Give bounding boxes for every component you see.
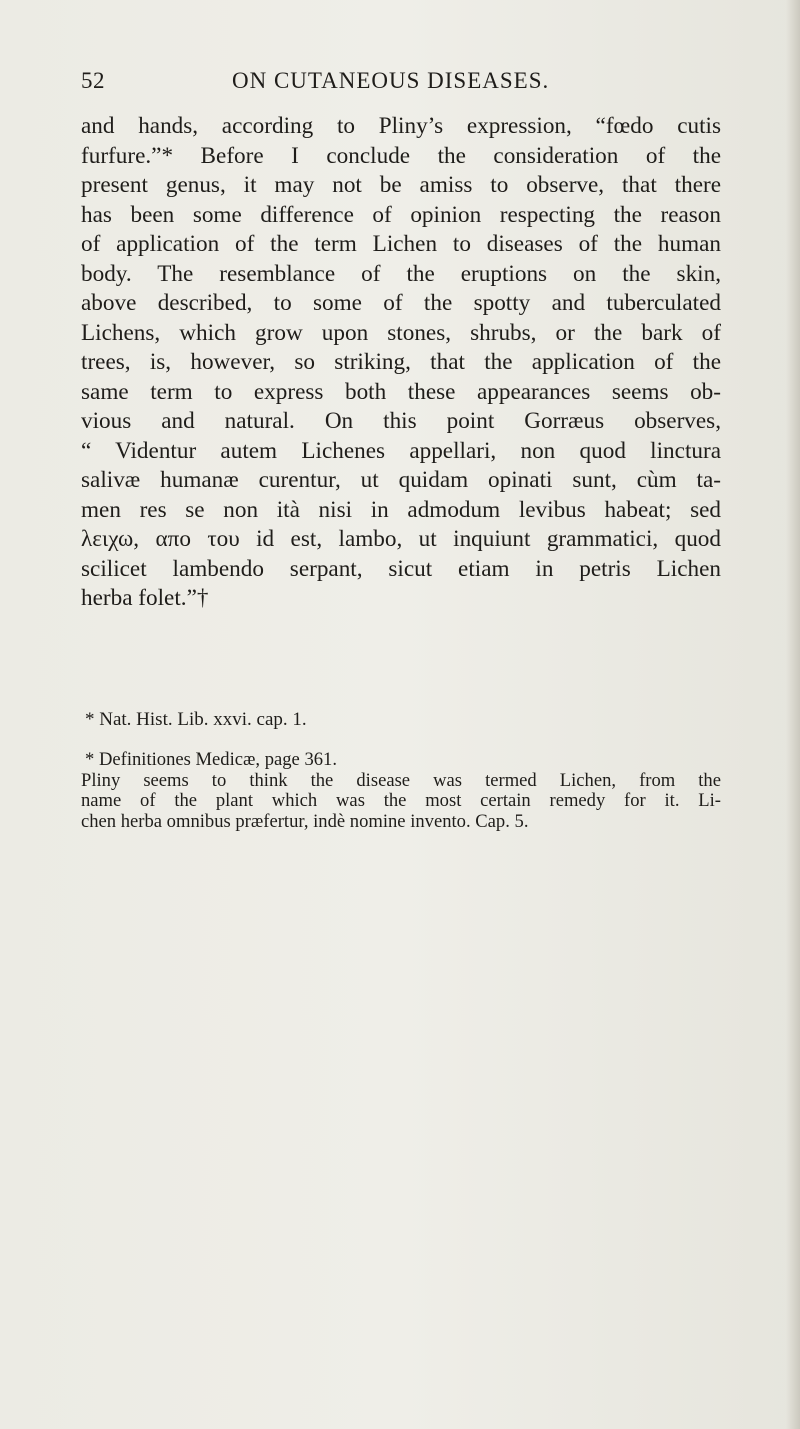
body-line: trees, is, however, so striking, that the application of the (81, 349, 721, 375)
body-line: has been some difference of opinion respecting the reason (81, 201, 721, 228)
footnotes (81, 709, 721, 832)
page-number: 52 (81, 68, 105, 93)
body-line: above described, to some of the spotty and tuberculated (81, 290, 721, 316)
page-edge-shadow (786, 0, 800, 1429)
body-line: present genus, it may not be amiss to observe, that there (81, 172, 721, 198)
body-line: and hands, according to Pliny’s expression, “fœdo cutis (81, 113, 721, 139)
footnote-line: * Definitiones Medicæ, page 361. (85, 749, 337, 770)
body-line: body. The resemblance of the eruptions on the skin, (81, 260, 721, 287)
body-line: vious and natural. On this point Gorræus observes, (81, 408, 721, 434)
body-line: herba folet.”† (81, 585, 209, 611)
body-line: furfure.”* Before I conclude the consideration of the (81, 142, 721, 169)
body-text (81, 112, 721, 614)
body-line: salivæ humanæ curentur, ut quidam opinati sunt, cùm ta- (81, 467, 721, 493)
running-head: ON CUTANEOUS DISEASES. (232, 68, 550, 93)
footnote-nat-hist: * Nat. Hist. Lib. xxvi. cap. 1. (85, 709, 307, 730)
body-line: scilicet lambendo serpant, sicut etiam in petris Lichen (81, 555, 721, 582)
footnote-line: Pliny seems to think the disease was termed Lichen, from the (81, 769, 721, 791)
footnote-line: chen herba omnibus præfertur, indè nomine invento. Cap. 5. (81, 810, 529, 832)
body-line: “ Videntur autem Lichenes appellari, non quod linctura (81, 437, 721, 464)
body-line: of application of the term Lichen to diseases of the human (81, 231, 721, 257)
body-line: Lichens, which grow upon stones, shrubs, or the bark of (81, 319, 721, 346)
footnote-line: name of the plant which was the most certain remedy for it. Li- (81, 790, 721, 811)
page-header (81, 68, 721, 104)
footnote-definitiones (81, 750, 721, 832)
body-line: men res se non ità nisi in admodum levibus habeat; sed (81, 496, 721, 523)
body-line: λειχω, απο του id est, lambo, ut inquiunt grammatici, quod (81, 526, 721, 552)
body-line: same term to express both these appearances seems ob- (81, 378, 721, 405)
